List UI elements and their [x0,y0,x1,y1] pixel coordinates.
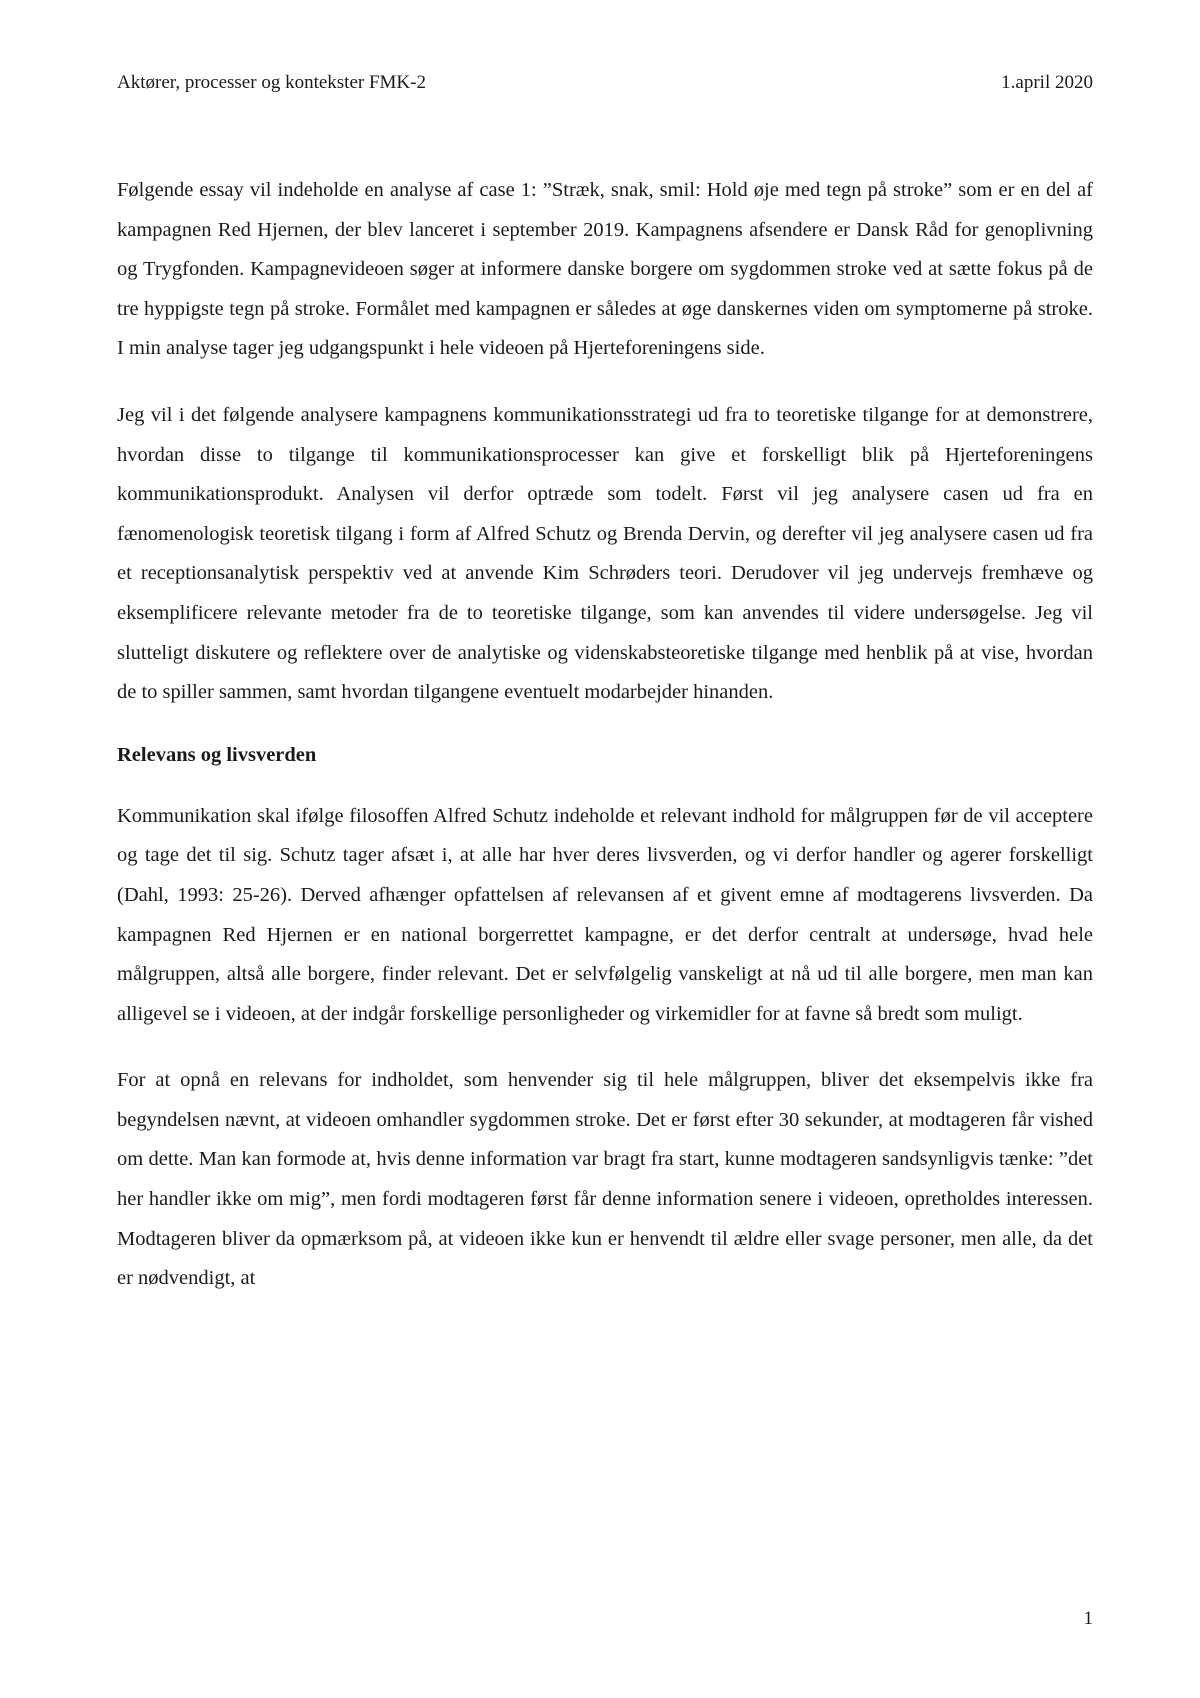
paragraph: Følgende essay vil indeholde en analyse af case 1: ”Stræk, snak, smil: Hold øje med tegn på stroke” som er en del af kampagnen Red Hjernen, der blev lanceret i september 2019. Kampagnens afsendere er Dansk Råd for genoplivning og Trygfonden. Kampagnevideoen søger at informere danske borgere om sygdommen stroke ved at sætte fokus på de tre hyppigste tegn på stroke. Formålet med kampagnen er således at øge danskernes viden om symptomerne på stroke. I min analyse tager jeg udgangspunkt i hele videoen på Hjerteforeningens side. [117,179,1093,360]
document-body [117,171,1093,1326]
section-heading: Relevans og livsverden [117,743,317,766]
header-title: Aktører, processer og kontekster FMK-2 [117,72,426,93]
paragraph: For at opnå en relevans for indholdet, som henvender sig til hele målgruppen, bliver det eksempelvis ikke fra begyndelsen nævnt, at videoen omhandler sygdommen stroke. Det er først efter 30 sekunder, at modtageren får vished om dette. Man kan formode at, hvis denne information var bragt fra start, kunne modtageren sandsynligvis tænke: ”det her handler ikke om mig”, men fordi modtageren først får denne information senere i videoen, opretholdes interessen. Modtageren bliver da opmærksom på, at videoen ikke kun er henvendt til ældre eller svage personer, men alle, da det er nødvendigt, at [117,1069,1093,1290]
page-header [117,72,1093,102]
header-date: 1.april 2020 [1001,72,1093,93]
paragraph: Kommunikation skal ifølge filosoffen Alfred Schutz indeholde et relevant indhold for målgruppen før de vil acceptere og tage det til sig. Schutz tager afsæt i, at alle har hver deres livsverden, og vi derfor handler og agerer forskelligt (Dahl, 1993: 25-26). Derved afhænger opfattelsen af relevansen af et givent emne af modtagerens livsverden. Da kampagnen Red Hjernen er en national borgerrettet kampagne, er det derfor centralt at undersøge, hvad hele målgruppen, altså alle borgere, finder relevant. Det er selvfølgelig vanskeligt at nå ud til alle borgere, men man kan alligevel se i videoen, at der indgår forskellige personligheder og virkemidler for at favne så bredt som muligt. [117,804,1093,1025]
page-number: 1 [1083,1608,1093,1629]
paragraph: Jeg vil i det følgende analysere kampagnens kommunikationsstrategi ud fra to teoretiske tilgange for at demonstrere, hvordan disse to tilgange til kommunikationsprocesser kan give et forskelligt blik på Hjerteforeningens kommunikationsprodukt. Analysen vil derfor optræde som todelt. Først vil jeg analysere casen ud fra en fænomenologisk teoretisk tilgang i form af Alfred Schutz og Brenda Dervin, og derefter vil jeg analysere casen ud fra et receptionsanalytisk perspektiv ved at anvende Kim Schrøders teori. Derudover vil jeg undervejs fremhæve og eksemplificere relevante metoder fra de to teoretiske tilgange, som kan anvendes til videre undersøgelse. Jeg vil slutteligt diskutere og reflektere over de analytiske og videnskabsteoretiske tilgange med henblik på at vise, hvordan de to spiller sammen, samt hvordan tilgangene eventuelt modarbejder hinanden. [117,403,1093,704]
